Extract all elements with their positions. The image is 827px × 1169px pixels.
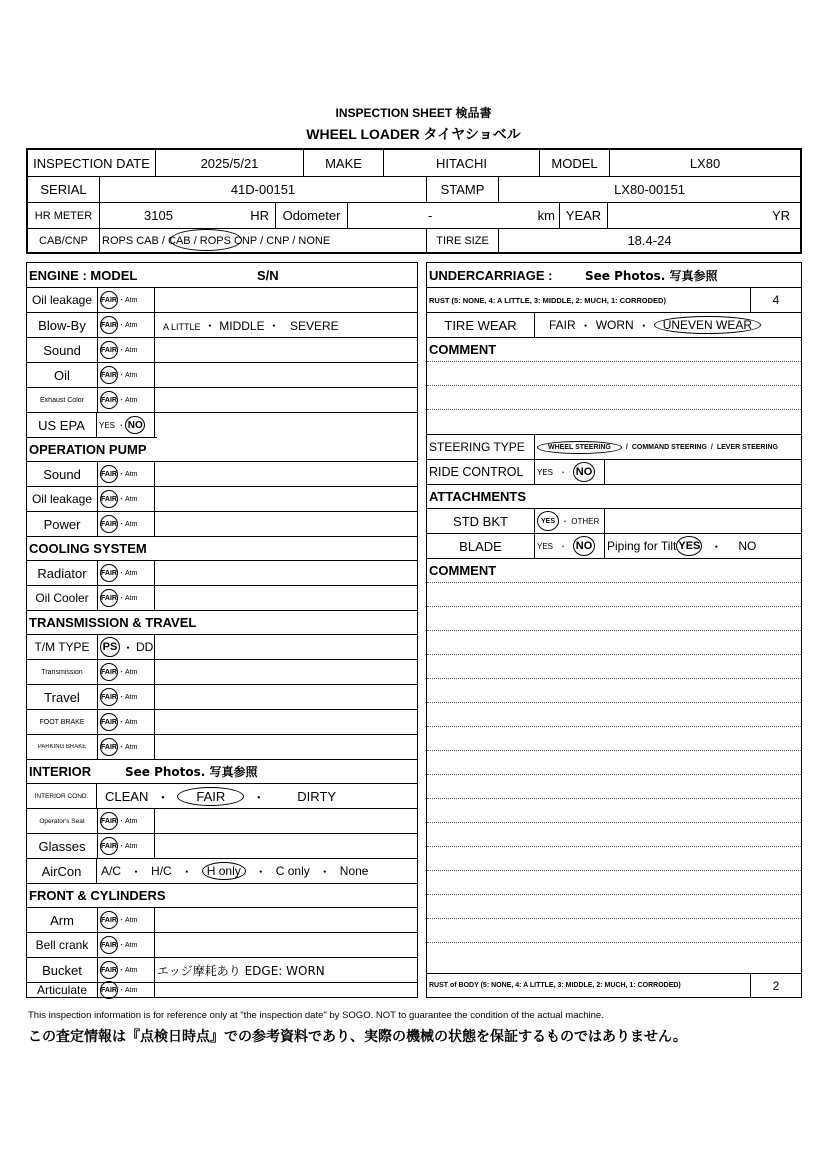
comment-1-title: COMMENT: [429, 341, 497, 357]
model-label: MODEL: [540, 150, 610, 176]
foot-brake-label: FOOT BRAKE: [39, 718, 85, 726]
steering-label: STEERING TYPE: [427, 435, 535, 459]
fair-mark: FAIR: [100, 291, 118, 309]
radiator-label: Radiator: [37, 565, 87, 581]
aircon-ac: A/C: [101, 864, 122, 878]
fair-mark: FAIR: [100, 936, 118, 954]
front-title: FRONT & CYLINDERS: [29, 887, 166, 903]
engine-sn-label: S/N: [257, 267, 279, 283]
transmission-title: TRANSMISSION & TRAVEL: [29, 614, 197, 630]
cooling-title: COOLING SYSTEM: [29, 540, 147, 556]
stamp-value: LX80-00151: [614, 182, 685, 197]
atm-mark: Atm: [125, 693, 138, 701]
rust-body-label: RUST of BODY (5: NONE, 4: A LITTLE, 3: MIDDLE, 2: MUCH, 1: CORRODED): [427, 974, 751, 997]
tm-ps: PS: [100, 637, 120, 657]
ride-control-label: RIDE CONTROL: [427, 460, 535, 484]
fair-mark: FAIR: [100, 981, 118, 999]
tire-size-value: 18.4-24: [627, 233, 672, 248]
tm-dd: DD: [136, 640, 154, 654]
interior-cond-label: INTERIOR COND.: [27, 784, 97, 808]
atm-mark: Atm: [125, 346, 138, 354]
hr-meter-value: 3105: [144, 208, 173, 223]
articulate-label: Articulate: [36, 983, 88, 997]
std-bkt-label: STD BKT: [427, 509, 535, 533]
steer-lever: LEVER STEERING: [716, 443, 778, 451]
atm-mark: Atm: [125, 966, 138, 974]
fair-mark: FAIR: [100, 688, 118, 706]
engine-title: ENGINE : MODEL: [29, 267, 138, 283]
aircon-none: None: [339, 864, 369, 878]
us-epa-label: US EPA: [27, 413, 97, 437]
tire-worn: WORN: [595, 318, 634, 332]
atm-mark: Atm: [125, 495, 138, 503]
stamp-label: STAMP: [427, 177, 499, 202]
model-value: LX80: [689, 155, 721, 171]
interior-fair: FAIR: [177, 787, 244, 806]
blowby-label: Blow-By: [38, 317, 86, 333]
right-panel: UNDERCARRIAGE : See Photos. 写真参照 RUST (5: NONE, 4: A LITTLE, 3: MIDDLE, 2: MUCH, 1: CORRODED) 4 TIRE WEAR FAIR ・ WORN ・ UNEVEN WEAR COMMENT STEERING TYPE WHEEL STEERING / COMMAND STEERING / LEVER STEERING RIDE CONTROL YES ・ NO ATTACHMENTS STD BKT YES ・ OTHER BLADE YES ・ NO Piping for Tilt YES ・ NO COMMENT RUST of BODY (5: NONE, 4: A LITTLE, 3: MIDDLE, 2: MUCH, 1: CORRODED) 2: [426, 262, 802, 998]
exhaust-color-label: Exhaust Color: [40, 396, 84, 404]
sheet-title: INSPECTION SHEET 検品書: [335, 106, 492, 120]
atm-mark: Atm: [125, 296, 138, 304]
tire-fair: FAIR: [549, 318, 576, 332]
tire-size-label: TIRE SIZE: [427, 229, 499, 252]
rust-value: 4: [772, 293, 780, 307]
travel-label: Travel: [44, 689, 80, 705]
header-block: [26, 148, 802, 254]
steer-wheel: WHEEL STEERING: [537, 441, 622, 454]
pump-sound-label: Sound: [43, 466, 81, 482]
glasses-label: Glasses: [38, 838, 86, 854]
fair-mark: FAIR: [100, 961, 118, 979]
us-epa-no: NO: [125, 416, 145, 434]
oil-leakage-label: Oil leakage: [31, 293, 93, 307]
atm-mark: Atm: [125, 986, 138, 994]
blowby-option-middle: MIDDLE: [219, 318, 265, 333]
fair-mark: FAIR: [100, 663, 118, 681]
fair-mark: FAIR: [100, 490, 118, 508]
tm-type-label: T/M TYPE: [34, 640, 90, 654]
fair-mark: FAIR: [100, 366, 118, 384]
undercarriage-note: See Photos. 写真参照: [585, 268, 718, 283]
fair-mark: FAIR: [100, 341, 118, 359]
arm-label: Arm: [50, 912, 74, 928]
tire-wear-label: TIRE WEAR: [427, 313, 535, 337]
blowby-option-little: A LITTLE: [163, 321, 201, 332]
make-label: MAKE: [304, 150, 384, 176]
piping-label: Piping for Tilt: [607, 539, 677, 553]
us-epa-yes: YES: [99, 420, 116, 430]
year-unit: YR: [771, 208, 790, 223]
cab-label: CAB/CNP: [28, 229, 100, 252]
pump-oil-leakage-label: Oil leakage: [31, 492, 93, 506]
comment-2-title: COMMENT: [429, 562, 497, 578]
atm-mark: Atm: [125, 842, 138, 850]
bucket-label: Bucket: [42, 962, 82, 978]
atm-mark: Atm: [125, 718, 138, 726]
aircon-c-only: C only: [275, 864, 310, 878]
interior-clean: CLEAN: [105, 788, 149, 804]
atm-mark: Atm: [125, 396, 138, 404]
atm-mark: Atm: [125, 321, 138, 329]
serial-value: 41D-00151: [100, 177, 427, 202]
undercarriage-title: UNDERCARRIAGE :: [429, 267, 553, 283]
atm-mark: Atm: [125, 743, 138, 751]
fair-mark: FAIR: [100, 391, 118, 409]
engine-sound-label: Sound: [43, 342, 81, 358]
atm-mark: Atm: [125, 371, 138, 379]
left-panel: ENGINE : MODEL S/N Oil leakage FAIR ・ Atm Blow-By FAIR ・ Atm A LITTLE ・ MIDDLE ・ SEVERE Sound FAIR ・ Atm Oil FAIR ・ Atm Exhaust Color FAIR ・ Atm US EPA YES ・ NO OPERATION PUMP Sound FAIR ・ Atm Oil leakage FAIR ・ Atm Power FAIR ・ Atm COOLING SYSTEM Radiator FAIR ・ Atm Oil Cooler FAIR ・ Atm TRANSMISSION & TRAVEL T/M TYPE PS ・ DD Transmission FAIR ・ Atm Travel FAIR ・ Atm FOOT BRAKE FAIR ・ Atm PARKING BRAKE FAIR ・ Atm INTERIOR See Photos. 写真参照 INTERIOR COND. CLEAN ・ FAIR ・ DIRTY Operator's Seat FAIR ・ Atm Glasses FAIR ・ Atm AirCon A/C ・ H/C ・ H only ・ C only ・ None FRONT & CYLINDERS Arm FAIR ・ Atm Bell crank FAIR ・ Atm Bucket FAIR ・ Atm エッジ摩耗あり EDGE: WORN Articulate FAIR ・ Atm: [26, 262, 418, 998]
atm-mark: Atm: [125, 569, 138, 577]
pump-title: OPERATION PUMP: [29, 441, 147, 457]
disclaimer-en: This inspection information is for reference only at "the inspection date" by SOGO. NOT to guarantee the condition of the actual machine.: [28, 1010, 604, 1021]
atm-mark: Atm: [125, 668, 138, 676]
operator-seat-label: Operator's Seat: [39, 817, 85, 825]
std-bkt-other: ・ OTHER: [561, 516, 600, 526]
atm-mark: Atm: [125, 520, 138, 528]
year-label: YEAR: [560, 203, 608, 228]
blade-label: BLADE: [427, 534, 535, 558]
rust-body-value: 2: [772, 978, 780, 993]
rust-label: RUST (5: NONE, 4: A LITTLE, 3: MIDDLE, 2: MUCH, 1: CORRODED): [427, 288, 751, 312]
fair-mark: FAIR: [100, 316, 118, 334]
atm-mark: Atm: [125, 594, 138, 602]
parking-brake-label: PARKING BRAKE: [37, 744, 87, 750]
interior-dirty: DIRTY: [297, 788, 337, 804]
interior-note: See Photos. 写真参照: [125, 764, 258, 779]
ride-no: NO: [573, 462, 595, 482]
fair-mark: FAIR: [100, 564, 118, 582]
inspection-date-label: INSPECTION DATE: [28, 150, 156, 176]
aircon-label: AirCon: [27, 859, 97, 883]
atm-mark: Atm: [125, 941, 138, 949]
fair-mark: FAIR: [100, 515, 118, 533]
engine-oil-label: Oil: [54, 367, 70, 383]
make-value: HITACHI: [384, 150, 540, 176]
hr-meter-label: HR METER: [28, 203, 100, 228]
fair-mark: FAIR: [100, 713, 118, 731]
odometer-label: Odometer: [276, 203, 348, 228]
blowby-option-severe: SEVERE: [289, 318, 339, 333]
serial-label: SERIAL: [28, 177, 100, 202]
transmission-label: Transmission: [41, 668, 83, 676]
hr-unit: HR: [250, 208, 269, 223]
blade-yes: YES: [537, 541, 554, 551]
attachments-title: ATTACHMENTS: [429, 488, 527, 504]
piping-no: NO: [738, 539, 757, 553]
piping-yes: YES: [676, 536, 702, 556]
fair-mark: FAIR: [100, 465, 118, 483]
disclaimer-ja: この査定情報は『点検日時点』での参考資料であり、実際の機械の状態を保証するものではありません。: [28, 1029, 687, 1045]
bucket-note: エッジ摩耗あり EDGE: WORN: [157, 963, 325, 978]
ride-yes: YES: [537, 467, 554, 477]
steer-command: COMMAND STEERING: [631, 443, 707, 451]
atm-mark: Atm: [125, 817, 138, 825]
inspection-date-value: 2025/5/21: [156, 150, 304, 176]
atm-mark: Atm: [125, 470, 138, 478]
fair-mark: FAIR: [100, 589, 118, 607]
cab-selected-oval: [170, 229, 242, 251]
km-unit: km: [537, 208, 555, 223]
bell-crank-label: Bell crank: [35, 938, 89, 952]
tire-uneven: UNEVEN WEAR: [654, 316, 761, 334]
odometer-value: -: [428, 208, 433, 223]
pump-power-label: Power: [43, 516, 81, 532]
oil-cooler-label: Oil Cooler: [35, 591, 89, 605]
fair-mark: FAIR: [100, 911, 118, 929]
atm-mark: Atm: [125, 916, 138, 924]
aircon-h-only: H only: [202, 862, 246, 880]
std-bkt-yes: YES: [537, 511, 559, 531]
aircon-hc: H/C: [151, 864, 172, 878]
fair-mark: FAIR: [100, 837, 118, 855]
fair-mark: FAIR: [100, 812, 118, 830]
interior-title: INTERIOR: [29, 763, 92, 779]
cab-options: ROPS CAB / CAB / ROPS CNP / CNP / NONE: [102, 234, 331, 247]
sheet-subtitle: WHEEL LOADER タイヤショベル: [306, 126, 521, 142]
blade-no: NO: [573, 536, 595, 556]
fair-mark: FAIR: [100, 738, 118, 756]
